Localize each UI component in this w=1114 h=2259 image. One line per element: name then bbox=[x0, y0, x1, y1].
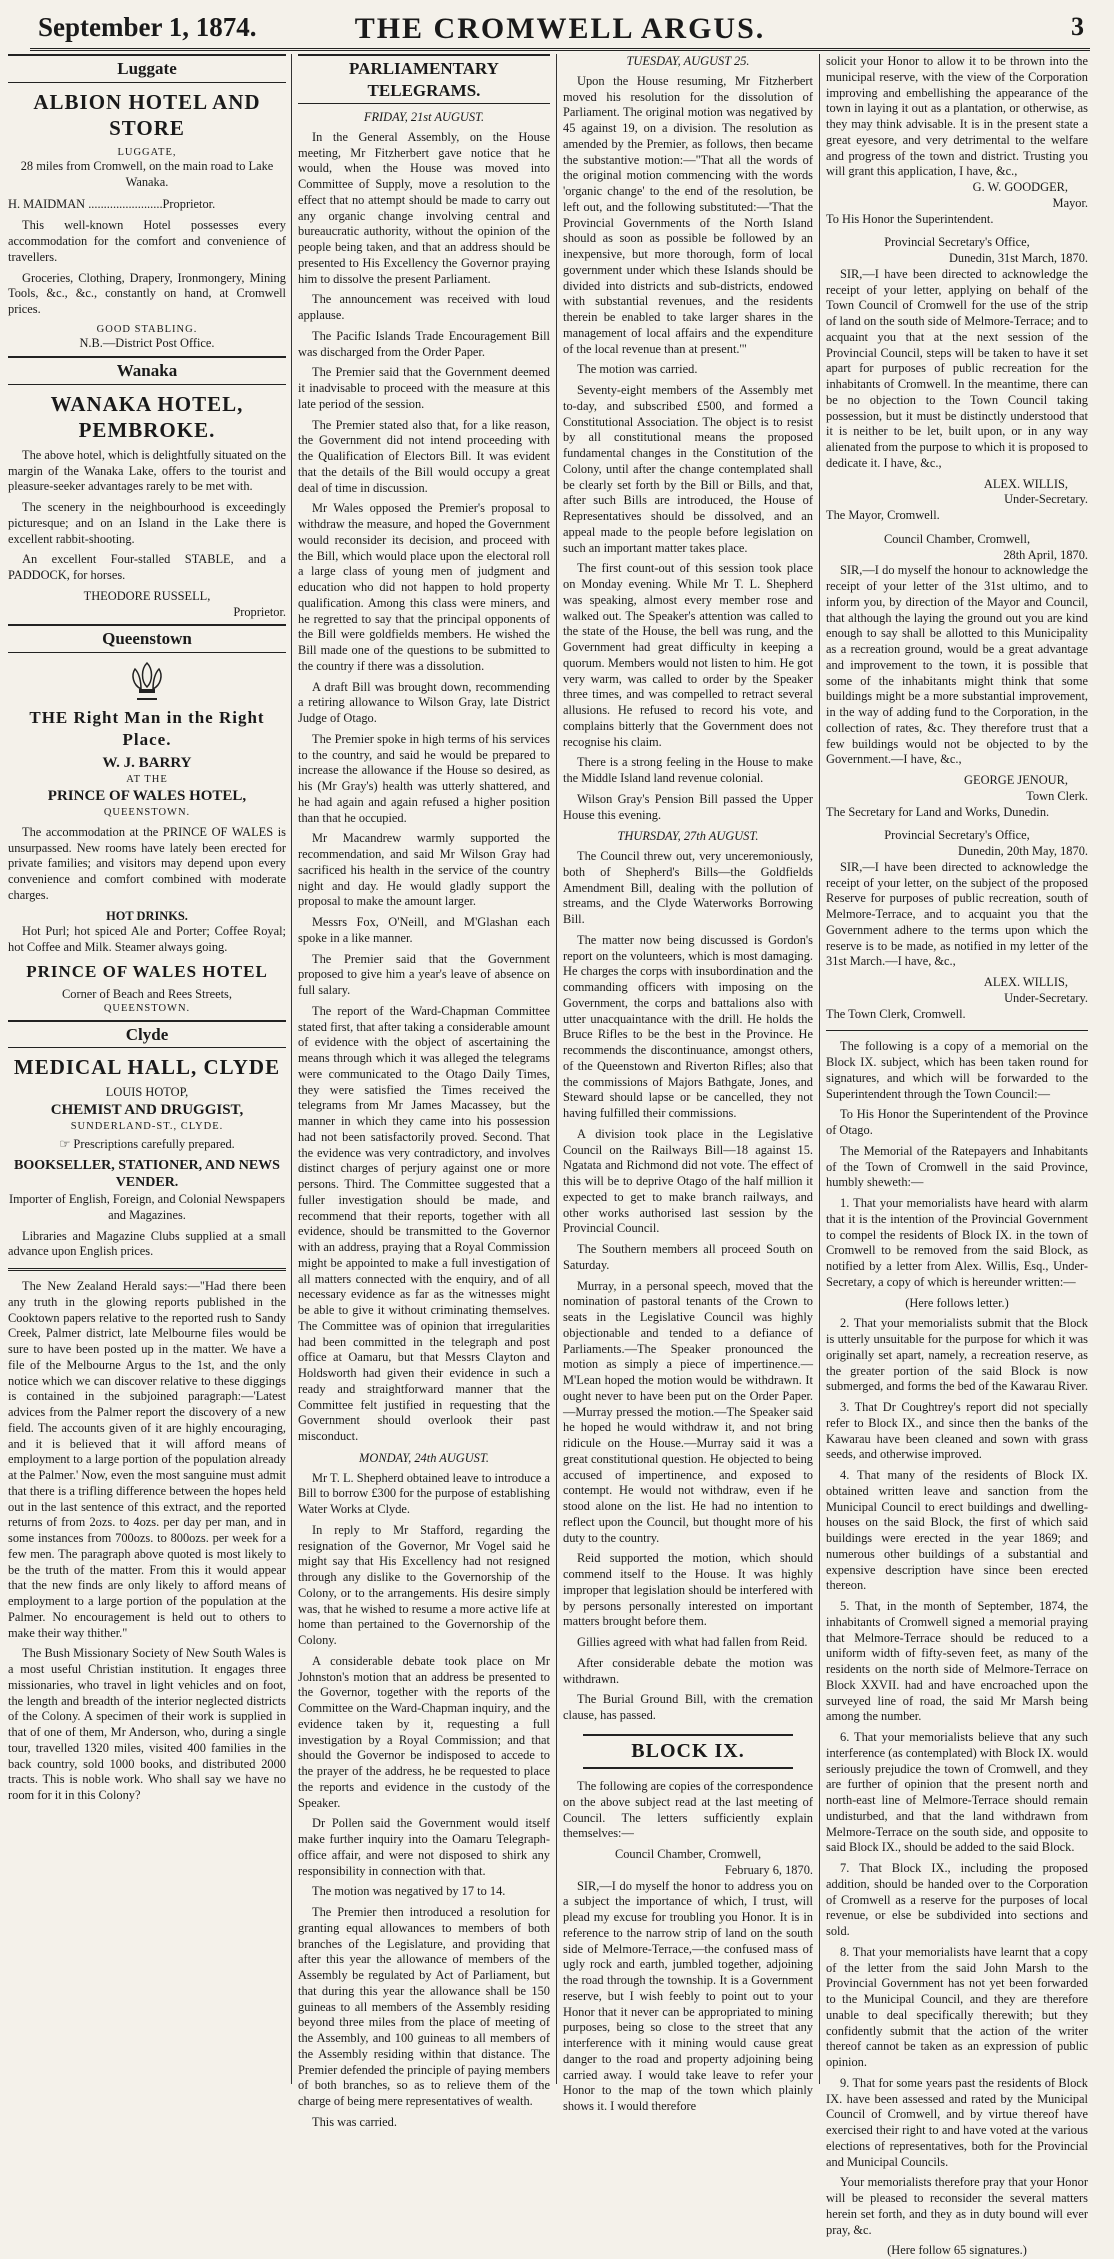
signature-role: Mayor. bbox=[1052, 195, 1088, 210]
ad-bookseller: BOOKSELLER, STATIONER, AND NEWS VENDER. bbox=[14, 1157, 280, 1191]
ad-drinks-heading: HOT DRINKS. bbox=[106, 908, 188, 923]
ad-distance: 28 miles from Cromwell, on the main road to Lake Wanaka. bbox=[20, 159, 274, 189]
section-heading-block-ix: BLOCK IX. bbox=[583, 1734, 793, 1769]
article-paragraph: A considerable debate took place on Mr Johnston's motion that an address be presented to the Governor, together with the reports of the Committee on the Ward-Chapman inquiry, and the evidence taken by it, requesting a full investigation by a Royal Commission; and that should the Governor be indisposed to accede to the prayer of the address, he be requested to place the reports and evidence in the custody of the Speaker. bbox=[298, 1653, 550, 1810]
signature: ALEX. WILLIS, bbox=[983, 975, 1068, 989]
article-paragraph: Reid supported the motion, which should commend itself to the House. It was highly improper that legislation should be interfered with by persons personally interested on important matters brought before them. bbox=[563, 1551, 813, 1629]
signature-role: Under-Secretary. bbox=[1004, 990, 1088, 1005]
paragraph-group bbox=[298, 130, 550, 1445]
article-paragraph: The announcement was received with loud applause. bbox=[298, 292, 550, 323]
divider bbox=[8, 1268, 286, 1271]
signature: ALEX. WILLIS, bbox=[983, 476, 1068, 491]
ad-address: SUNDERLAND-ST., CLYDE. bbox=[70, 1120, 224, 1132]
letter-body: SIR,—I have been directed to acknowledge the receipt of your letter, on the subject of the proposed Reserve for purposes of public recreation, south of Melmore-Terrace, and to acquaint you that the Government adhere to the terms upon which the reserve is to be made, as notified in my letter of the 31st March.—I have, &c., bbox=[826, 859, 1088, 969]
letter-heading: Council Chamber, Cromwell, bbox=[883, 531, 1031, 546]
dateline: FRIDAY, 21st AUGUST. bbox=[363, 110, 485, 125]
paragraph-group bbox=[563, 74, 813, 824]
ad-text: An excellent Four-stalled STABLE, and a PADDOCK, for horses. bbox=[8, 552, 286, 583]
memorial-item: 4. That many of the residents of Block IX. obtained written leave and sanction from the Municipal Council to erect buildings and dwelling-houses on the said Block, the first of which said buildings were erected in the year 1869; and numerous other buildings of a substantial and expensive description have since been erected thereon. bbox=[826, 1468, 1088, 1593]
memorial-addressee: To His Honor the Superintendent of the Province of Otago. bbox=[826, 1107, 1088, 1137]
article-paragraph: The first count-out of this session took place on Monday evening. While Mr T. L. Shepherd was speaking, almost every member rose and walked out. The Speaker's attention was called to the state of the House, the bell was rung, and the Government had great difficulty in keeping a quorum. Members would not listen to him. He got very warm, was called to order by the Speaker three times, and was compelled to retract several allusions. He refused to record his vote, and complains bitterly that the Government does not recognise his claim. bbox=[563, 561, 813, 749]
addressee: The Town Clerk, Cromwell. bbox=[826, 1006, 966, 1021]
ad-role: CHEMIST AND DRUGGIST, bbox=[50, 1101, 244, 1118]
letter-heading: Provincial Secretary's Office, bbox=[884, 828, 1030, 843]
ad-text: The scenery in the neighbourhood is exceedingly picturesque; and on an Island in the Lake there is excellent rabbit-shooting. bbox=[8, 500, 286, 546]
ad-title-medical-hall: MEDICAL HALL, CLYDE bbox=[13, 1055, 281, 1080]
memorial-item: 7. That Block IX., including the proposed addition, should be handed over to the Corporation of Cromwell as a reserve for the purposes of local revenue, or else be subdivided into sections and sold. bbox=[826, 1861, 1088, 1938]
article-paragraph: This was carried. bbox=[312, 2114, 397, 2129]
article-paragraph: After considerable debate the motion was withdrawn. bbox=[563, 1655, 813, 1686]
dateline: MONDAY, 24th AUGUST. bbox=[359, 1450, 489, 1465]
newspaper-title: THE CROMWELL ARGUS. bbox=[354, 12, 766, 45]
article-paragraph: A draft Bill was brought down, recommending a retiring allowance to Wilson Gray, late District Judge of Otago. bbox=[298, 679, 550, 726]
article-paragraph: A division took place in the Legislative Council on the Railways Bill—18 against 15. Ngatata and Richmond did not vote. The effect of this will be to deprive Otago of the half million it expected to get to make branch railways, and other works authorised last session by the Provincial Council. bbox=[563, 1126, 813, 1236]
ad-text: The above hotel, which is delightfully situated on the margin of the Wanaka Lake, offers to the tourist and pleasure-seeker advantages rarely to be met with. bbox=[8, 447, 286, 494]
memorial-item: (Here follows letter.) bbox=[905, 1295, 1009, 1310]
ad-title-right-man: THE Right Man in the Right Place. bbox=[29, 708, 265, 749]
article-paragraph: The Southern members all proceed South on Saturday. bbox=[563, 1242, 813, 1272]
article-paragraph: The Premier stated also that, for a like reason, the Government did not intend proceeding with the Qualification of Electors Bill. It was evident that the details of the Bill would occupy a great deal of time in discussion. bbox=[298, 417, 550, 495]
article-paragraph: The New Zealand Herald says:—"Had there been any truth in the glowing reports published in the Cooktown papers relative to the reported rush to Sandy Creek, Palmer district, late Melbourne files would be sure to have been posted up in the matter. We have a file of the Melbourne Argus to the 1st, and the only notice which we can discover relative to these diggings is contained in the subjoined paragraph:—'Latest advices from the Palmer report the discovery of a new field. The accounts given of it are highly encouraging, and it is believed that it will afford means of employment to a large portion of the population already at the Palmer.' Now, even the most sanguine must admit that there is a trifling difference between the hopes held out in the last sentence of this extract, and the reported returns of from 2ozs. to 4ozs. per day per man, and in some instances from 700ozs. to 800ozs. per week for a few men. The paragraph above quoted is most likely to be the truth of the matter. From this it would appear that the new finds are only likely to afford means of employment to a large portion of the population at the Palmer. No encouragement is held out to others to make their way thither." bbox=[8, 1279, 286, 1640]
ad-corner: Corner of Beach and Rees Streets, bbox=[62, 986, 232, 1001]
signature: G. W. GOODGER, bbox=[972, 180, 1068, 194]
ad-prescriptions bbox=[8, 1137, 286, 1153]
article-paragraph: The motion was carried. bbox=[577, 362, 698, 377]
section-heading-wanaka: Wanaka bbox=[8, 356, 286, 385]
pointing-hand-icon: ☞ bbox=[59, 1136, 74, 1151]
memorial-intro: The following is a copy of a memorial on the Block IX. subject, which has been taken round for signatures, and which will be forwarded to the Superintendent through the Town Council:— bbox=[826, 1039, 1088, 1101]
article-paragraph: There is a strong feeling in the House to make the Middle Island land revenue colonial. bbox=[563, 755, 813, 785]
section-heading-queenstown: Queenstown bbox=[8, 624, 286, 653]
signature-role: Town Clerk. bbox=[1026, 788, 1088, 803]
letter-heading: Provincial Secretary's Office, bbox=[884, 235, 1030, 250]
addressee: To His Honor the Superintendent. bbox=[826, 211, 994, 226]
letter-date: February 6, 1870. bbox=[724, 1862, 813, 1877]
section-heading-parliamentary: PARLIAMENTARY TELEGRAMS. bbox=[298, 54, 550, 104]
memorial-item: 6. That your memorialists believe that any such interference (as contemplated) with Block IX. would seriously prejudice the town of Cromwell, and they are further of opinion that the present north and north-east line of Melmore-Terrace should remain undisturbed, and that the land withdrawn from Melmore-Terrace on the south side, and opposite to said Block IX., should be added to the said Block. bbox=[826, 1730, 1088, 1855]
ad-prescriptions-text: Prescriptions carefully prepared. bbox=[73, 1136, 235, 1151]
ad-name: W. J. BARRY bbox=[102, 755, 192, 772]
letter-date: 28th April, 1870. bbox=[1003, 547, 1088, 562]
ad-post-office: N.B.—District Post Office. bbox=[79, 336, 215, 351]
ad-town: QUEENSTOWN. bbox=[103, 1003, 191, 1015]
article-paragraph: Messrs Fox, O'Neill, and M'Glashan each spoke in a like manner. bbox=[298, 915, 550, 945]
ad-owner: THEODORE RUSSELL, bbox=[83, 588, 211, 603]
signature-role: Under-Secretary. bbox=[1004, 492, 1088, 507]
letter-body: SIR,—I do myself the honor to address you on a subject the importance of which, I trust, will plead my excuse for troubling you Honor. It is in reference to the narrow strip of land on the south side of Melmore-Terrace,—the confused mass of ugly rock and earth, jumbled together, adjoining the road through the township. It is a Government reserve, but I wish feebly to point out to your Honor that it never can be appropriated to mining purposes, being so close to the street that any interference with it mining would cause great danger to the road and property adjoining being carried away. I would take leave to refer your Honor to the map of the town which plainly shows it. I would therefore bbox=[563, 1878, 813, 2114]
letter-date: Dunedin, 31st March, 1870. bbox=[948, 251, 1088, 265]
ad-proprietor: H. MAIDMAN ........................Proprietor. bbox=[8, 196, 216, 211]
article-paragraph: Upon the House resuming, Mr Fitzherbert moved his resolution for the dissolution of Parliament. The original motion was negatived by 45 against 19, on a division. The resolution as amended by the Premier, as follows, then became the substantive motion:—"That all the words of the original motion commencing with the words 'organic change' to the end of the resolution, be left out, and the following substituted:—'That the Provincial Governments of the North Island should as soon as possible be followed by an inexpensive, but more thorough, form of local government under which these Islands should be divided into districts and sub-districts, endowed with substantial revenues, and the residents therein be enabled to take larger shares in the management of local affairs and the expenditure of the local revenue than at present.'" bbox=[563, 73, 813, 356]
paragraph-group bbox=[298, 1471, 550, 2131]
article-paragraph: Mr Macandrew warmly supported the recommendation, and said Mr Wilson Gray had sacrificed his health in the service of the country night and day. He would gladly support the proposal to make the amount larger. bbox=[298, 831, 550, 909]
dateline: THURSDAY, 27th AUGUST. bbox=[617, 829, 759, 844]
ad-hotel-name: PRINCE OF WALES HOTEL bbox=[26, 961, 268, 981]
prince-of-wales-feathers-icon bbox=[127, 659, 167, 703]
memorial-item: 9. That for some years past the residents of Block IX. have been assessed and rated by the Municipal Council of Cromwell, and by virtue thereof have exercised their right to and have voted at the various elections of representatives, both for the Provincial and Municipal Councils. bbox=[826, 2075, 1088, 2169]
article-paragraph: The Bush Missionary Society of New South Wales is a most useful Christian institution. It engages three missionaries, who travel in light vehicles and on foot, the length and breadth of the interior neglected districts of the Colony. A specimen of their work is supplied in that of one of them, Mr Anderson, who, during a single tour, travelled 1320 miles, visited 400 families in the back country, sold 1000 books, and distributed 2000 tracts. This is noble work. Who shall say we have no room for it in this Colony? bbox=[8, 1646, 286, 1803]
article-paragraph: The motion was negatived by 17 to 14. bbox=[312, 1884, 506, 1899]
article-paragraph: In reply to Mr Stafford, regarding the resignation of the Governor, Mr Vogel said he might say that His Excellency had not resigned through any dislike to the Governorship of the Colony, or to the arrangements. His desire simply was, that he wished to resume a more active life at home than pertained to the Governorship of the Colony. bbox=[298, 1522, 550, 1648]
article-paragraph: The report of the Ward-Chapman Committee stated first, that after taking a considerable amount of evidence with the object of ascertaining the means through which it was alleged the telegrams were communicated to the Otago Daily Times, they were satisfied the Times received the telegrams from Mr James Macassey, but the manner in which they came into his possession had not been satisfactorily proved. Second. That the evidence was very contradictory, and involves distinct charges of perjury against one or more persons. Third. The Committee suggested that a fuller investigation should be made, and recommend that their reports, together with all evidence, should be transmitted to the Governor with an address, praying that a Royal Commission might be appointed to make a full investigation of all matters connected with the enquiry, and of all necessary evidence as far as the witnesses might be able to give it without criminating themselves. The Committee was of opinion that irregularities had been committed in the telegraph and post office at Oamaru, but that Messrs Clayton and Holdsworth had given their evidence in such a ready and straightforward manner that the Committee felt justified in requesting that the Government should overlook their past misconduct. bbox=[298, 1003, 550, 1444]
article-paragraph: The Premier said that the Government proposed to give him a year's leave of absence on full salary. bbox=[298, 951, 550, 998]
memorial-preamble: The Memorial of the Ratepayers and Inhabitants of the Town of Cromwell in the said Province, humbly sheweth:— bbox=[826, 1143, 1088, 1190]
memorial-item: 8. That your memorialists have learnt that a copy of the letter from the said John Marsh to the Provincial Government has not yet been forwarded to the Municipal Council, and they are therefore unable to deal specifically therewith; but they confidently submit that the action of the writer thereof cannot be taken as an expression of public opinion. bbox=[826, 1944, 1088, 2069]
memorial-items bbox=[826, 1196, 1088, 2238]
masthead bbox=[30, 8, 1090, 51]
memorial-item: 5. That, in the month of September, 1874, the inhabitants of Cromwell signed a memorial praying that Melmore-Terrace should be reduced to a uniform width of fifty-seven feet, as many of the residents on the north side of Melmore-Terrace on Block XXVII. had and have encroached upon the surveyed line of road, the said Mr Marsh being among the number. bbox=[826, 1599, 1088, 1724]
article-paragraph: The Premier spoke in high terms of his services to the country, and said he would be prepared to increase the allowance if the House so desired, as his (Mr Gray's) health was utterly shattered, and he had again and again refused a higher position than that he occupied. bbox=[298, 731, 550, 825]
ad-hotel: PRINCE OF WALES HOTEL, bbox=[47, 787, 247, 804]
article-paragraph: Mr Wales opposed the Premier's proposal to withdraw the measure, and hoped the Government would reconsider its decision, and proceed with the Bill, which would place upon the electoral roll a large class of young men of judgment and education who did not happen to hold property qualification. Among this class were miners, and he regretted to say that the principal opponents of the Bill were goldfields members. He wished the Bill made one of the questions to be submitted to the country if there was a dissolution. bbox=[298, 501, 550, 673]
column-rule bbox=[291, 54, 292, 2084]
ad-text: This well-known Hotel possesses every accommodation for the comfort and convenience of travellers. bbox=[8, 218, 286, 264]
addressee: The Secretary for Land and Works, Dunedin. bbox=[826, 804, 1050, 819]
memorial-item: 3. That Dr Coughtrey's report did not specially refer to Block IX., and since then the banks of the Kawarau have been cleaned and sown with grass seeds, and otherwise improved. bbox=[826, 1400, 1088, 1462]
column-parliamentary-telegrams bbox=[298, 54, 550, 2129]
letter-date: Dunedin, 20th May, 1870. bbox=[958, 844, 1088, 858]
ad-title-wanaka-hotel: WANAKA HOTEL, PEMBROKE. bbox=[50, 391, 244, 443]
article-paragraph: Dr Pollen said the Government would itself make further inquiry into the Oamaru Telegraph-office affair, and were not disposed to shirk any responsibility in connection with that. bbox=[298, 1816, 550, 1878]
ad-title-albion-hotel: ALBION HOTEL AND STORE bbox=[33, 89, 261, 141]
column-rule bbox=[819, 54, 820, 2084]
issue-date: September 1, 1874. bbox=[38, 12, 257, 42]
ad-text: Hot Purl; hot spiced Ale and Porter; Coffee Royal; hot Coffee and Milk. Steamer always going. bbox=[8, 924, 286, 955]
ad-town: QUEENSTOWN. bbox=[103, 806, 191, 818]
signature: GEORGE JENOUR, bbox=[964, 773, 1068, 787]
column-rule bbox=[556, 54, 557, 2084]
column-telegrams-continued bbox=[563, 54, 814, 2114]
ad-stabling: GOOD STABLING. bbox=[96, 323, 198, 335]
section-heading-luggate: Luggate bbox=[8, 54, 286, 83]
memorial-footer: (Here follow 65 signatures.) bbox=[887, 2243, 1027, 2258]
article-paragraph: The Pacific Islands Trade Encouragement Bill was discharged from the Order Paper. bbox=[298, 328, 550, 359]
divider bbox=[826, 1030, 1088, 1031]
ad-name: LOUIS HOTOP, bbox=[105, 1084, 189, 1099]
article-paragraph: The Premier said that the Government deemed it inadvisable to proceed with the measure at this late period of the session. bbox=[298, 365, 550, 411]
ad-place: LUGGATE, bbox=[117, 146, 177, 158]
article-paragraph: The following are copies of the correspondence on the above subject read at the last meeting of Council. The letters sufficiently explain themselves:— bbox=[563, 1779, 814, 1841]
article-paragraph: The matter now being discussed is Gordon's report on the volunteers, which is most damaging. He charges the corps with insubordination and the commanding officers with imposing on the Government, the corps and battalions also with utter unacquaintance with the drill. He holds the Bruce Rifles to be the best in the Province. He recommends the discontinuance, amongst others, of the Queenstown and Riverton Rifles; also that the commissions of Majors Bathgate, Jones, and Steward should lapse or be cancelled, they not having fulfilled their commissions. bbox=[563, 932, 813, 1120]
ad-at: AT THE bbox=[126, 774, 168, 786]
ad-owner-role: Proprietor. bbox=[233, 604, 286, 619]
memorial-item: 2. That your memorialists submit that the Block is utterly unsuitable for the purpose for which it was originally set apart, namely, a recreation reserve, as the greater portion of the said Block is now submerged, and forms the bed of the Kawarau River. bbox=[826, 1316, 1088, 1394]
article-paragraph: Gillies agreed with what had fallen from Reid. bbox=[577, 1635, 808, 1649]
dateline: TUESDAY, AUGUST 25. bbox=[626, 54, 750, 68]
column-block-ix-correspondence bbox=[826, 54, 1088, 2258]
addressee: The Mayor, Cromwell. bbox=[826, 508, 940, 522]
memorial-item: Your memorialists therefore pray that your Honor will be pleased to reconsider the several matters herein set forth, and they as in duty bound will ever pray, &c. bbox=[826, 2175, 1088, 2237]
letter-body: SIR,—I do myself the honour to acknowledge the receipt of your letter of the 31st ultimo, and to inform you, by direction of the Mayor and Council, that although the laying the ground out you are kind enough to say shall be allotted to this Municipality as a recreation ground, would be a great advantage and improvement to the town, it is possible that some of the inhabitants might think that some buildings might be a more substantial improvement, in the way of adding fund to the Corporation, in the collection of rates, &c. They therefore trust that a few buildings would not be objected to by the Government.—I have, &c., bbox=[826, 563, 1088, 767]
article-paragraph: The Council threw out, very unceremoniously, both of Shepherd's Bills—the Goldfields Amendment Bill, dealing with the pollution of streams, and the Clyde Waterworks Borrowing Bill. bbox=[563, 849, 813, 926]
letter-body: solicit your Honor to allow it to be thrown into the municipal reserve, with the view of the Corporation improving and embellishing the appearance of the town in laying it out as a plantation, or otherwise, as they may think advisable. It is in the present state a great eyesore, and very detrimental to the welfare and progress of the town and district. Trusting you will grant this application, I have, &c., bbox=[826, 54, 1088, 179]
article-paragraph: The Premier then introduced a resolution for granting equal allowances to members of both branches of the Legislature, and providing that after this year the allowance of members of the Assembly be regulated by Act of Parliament, but that during this year the allowance shall be 150 guineas to all members of the Assembly residing beyond three miles from the place of meeting of the Assembly, and 100 guineas to all members of the Assembly residing within that distance. The Premier defended the principle of paying members of both branches, so as to relieve them of the charge of being mere representatives of wealth. bbox=[298, 1905, 550, 2109]
ad-importer: Importer of English, Foreign, and Colonial Newspapers and Magazines. bbox=[9, 1192, 285, 1222]
article-paragraph: Mr T. L. Shepherd obtained leave to introduce a Bill to borrow £300 for the purpose of establishing Water Works at Clyde. bbox=[298, 1470, 550, 1517]
letter-heading: Council Chamber, Cromwell, bbox=[614, 1847, 762, 1862]
article-paragraph: Seventy-eight members of the Assembly met to-day, and subscribed £500, and formed a Constitutional Association. The object is to resist by all constitutional means the proposed fundamental changes in the Constitution of the Colony, until after the change contemplated shall be clearly set forth by the Bill or Bills, and that, after such Bills are introduced, the House of Representatives should be dissolved, and an appeal made to the people before legislation on such an important matter takes place. bbox=[563, 383, 813, 555]
column-advertisements bbox=[8, 54, 286, 2084]
ad-text: Groceries, Clothing, Drapery, Ironmongery, Mining Tools, &c., &c., constantly on hand, at Cromwell prices. bbox=[8, 270, 286, 317]
letter-body: SIR,—I have been directed to acknowledge the receipt of your letter, applying on behalf of the Town Council of Cromwell for the use of the strip of land on the south side of Melmore-Terrace; and to acquaint you that at the next session of the Provincial Council, steps will be taken to have it set apart for purposes of public recreation for the inhabitants of Cromwell. In the meantime, there can be no objection to the Town Council taking possession, but it must be distinctly understood that it is neither to be let, built upon, or in any way alienated from the purpose to which it is proposed to dedicate it. I have, &c., bbox=[826, 266, 1088, 470]
section-heading-clyde: Clyde bbox=[8, 1020, 286, 1049]
article-paragraph: In the General Assembly, on the House meeting, Mr Fitzherbert gave notice that he would, when the House was moved into Committee of Supply, move a resolution to the effect that no attempt should be made to carry out any organic change involving central and bureaucratic authority, without the opinion of the people being taken, and that an address should be presented to His Excellency the Governor praying him to dissolve the present Parliament. bbox=[298, 129, 550, 286]
article-paragraph: Wilson Gray's Pension Bill passed the Upper House this evening. bbox=[563, 791, 813, 822]
page-number: 3 bbox=[1071, 12, 1084, 41]
ad-text: The accommodation at the PRINCE OF WALES is unsurpassed. New rooms have lately been erected for private families; and visitors may depend upon every convenience and comfort combined with moderate charges. bbox=[8, 824, 286, 902]
ad-text: Libraries and Magazine Clubs supplied at a small advance upon English prices. bbox=[8, 1228, 286, 1259]
paragraph-group bbox=[563, 849, 813, 1724]
article-paragraph: The Burial Ground Bill, with the cremation clause, has passed. bbox=[563, 1692, 813, 1722]
memorial-item: 1. That your memorialists have heard with alarm that it is the intention of the Provincial Government to compel the residents of Block IX. in the town of Cromwell to be removed from the said Block, as notified by a letter from Alex. Willis, Esq., Under-Secretary, a copy of which is hereunder written:— bbox=[826, 1196, 1088, 1289]
article-paragraph: Murray, in a personal speech, moved that the nomination of pastoral tenants of the Crown to seats in the Legislative Council was highly objectionable and tended to a defiance of Parliaments.—The Speaker pronounced the motion as simply a piece of impertinence.—M'Lean hoped the motion would be withdrawn. It ought never to have been put on the Order Paper.—Murray pressed the motion.—The Speaker said he hoped he would withdraw it, and not bring ridicule on the House.—Murray said it was a great constitutional question. He objected to being accused of impertinence, and exposed to contempt. He would not withdraw, even if he stood alone on the list. He had no intention to reflect upon the Council, but thought more of his duty to the country. bbox=[563, 1278, 813, 1545]
